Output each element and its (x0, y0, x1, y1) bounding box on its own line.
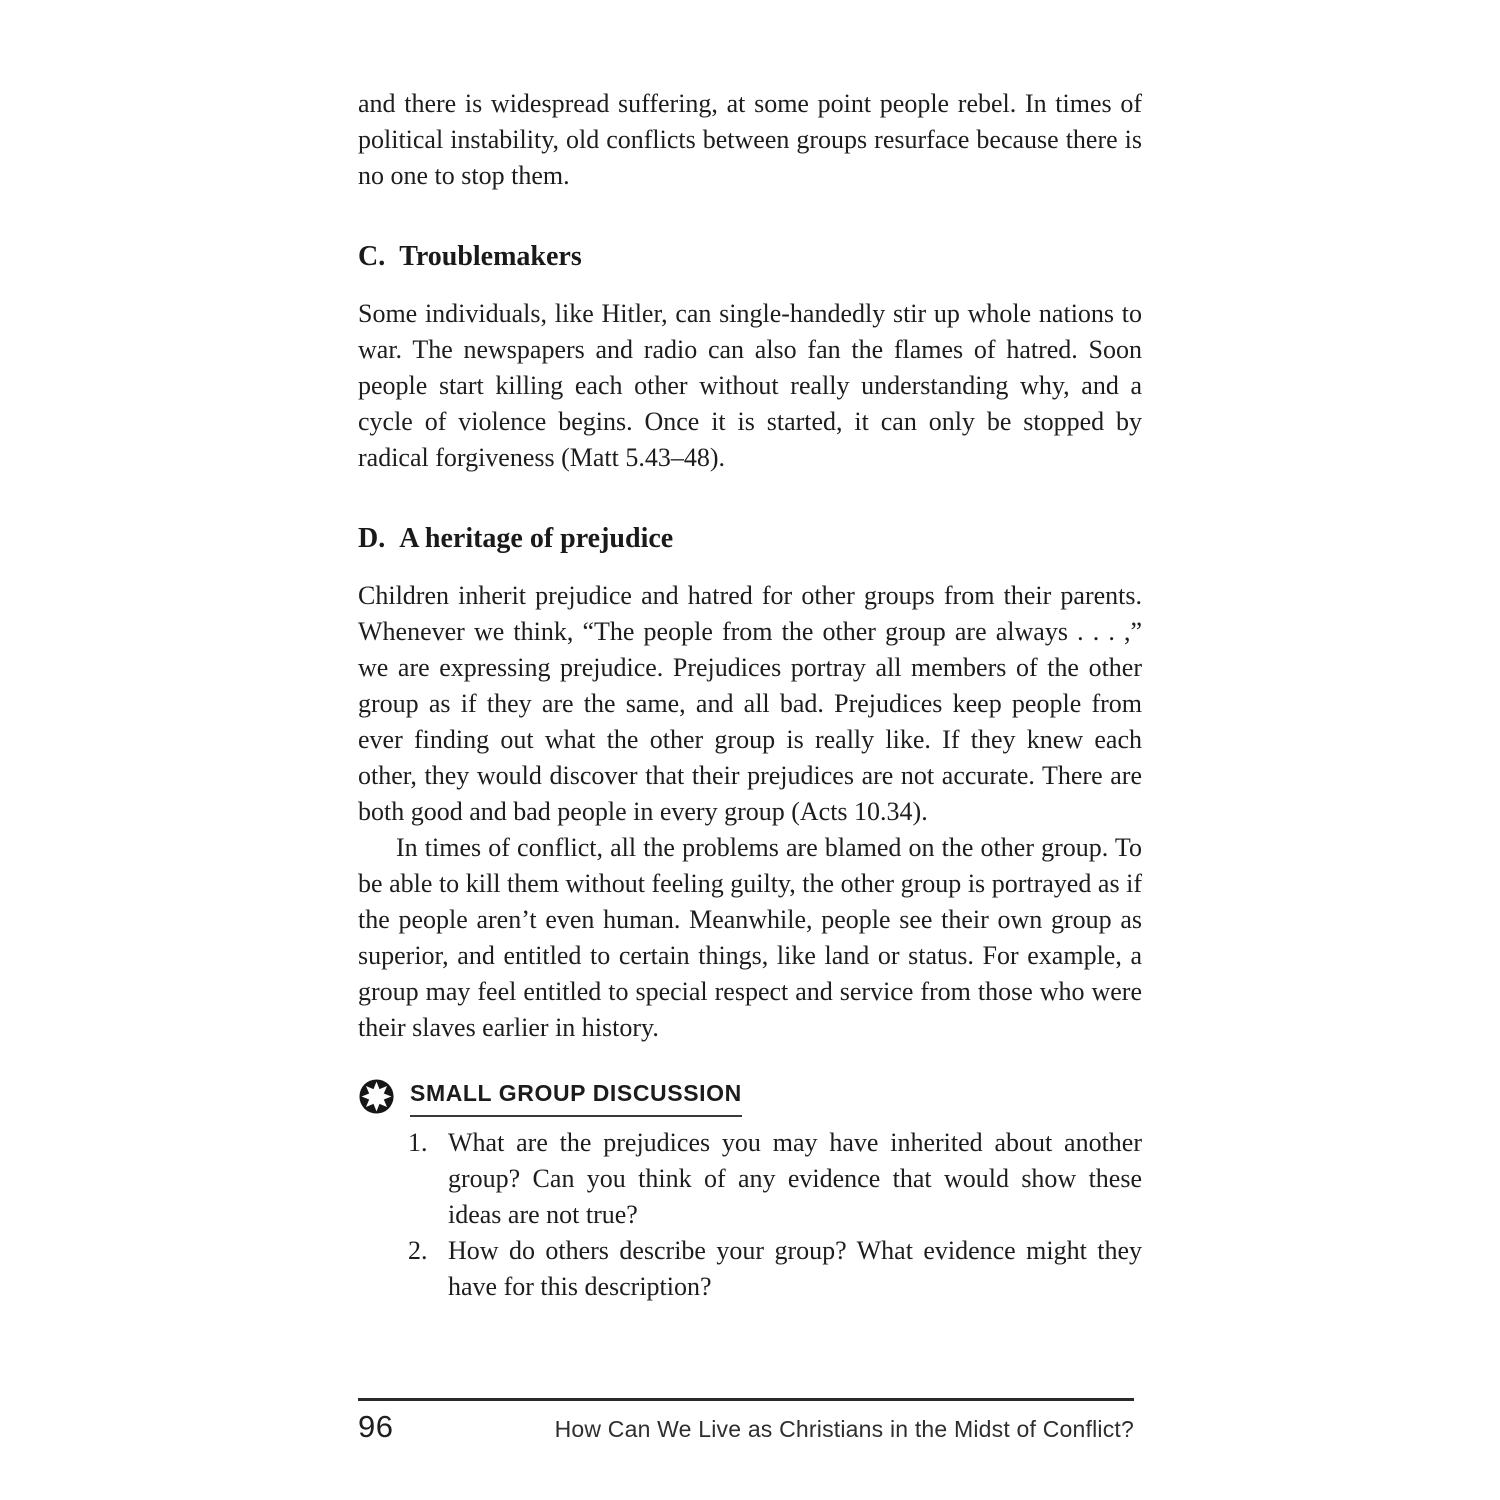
item-number: 1. (408, 1128, 428, 1157)
section-d-paragraph-1: Children inherit prejudice and hatred for other groups from their parents. Whenever we think, “The people from the other group are always . . . ,” we are expressing prejudice. Prejudices portray all members of the other group as if they are the same, and all bad. Prejudices keep people from ever finding out what the other group is really like. If they knew each other, they would discover that their prejudices are not accurate. There are both good and bad people in every group (Acts 10.34). (358, 581, 1142, 826)
discussion-list (408, 1125, 1142, 1305)
running-footer-title: How Can We Live as Christians in the Midst of Conflict? (554, 1416, 1134, 1442)
section-c-body: Some individuals, like Hitler, can single-handedly stir up whole nations to war. The newspapers and radio can also fan the flames of hatred. Soon people start killing each other without really understanding why, and a cycle of violence begins. Once it is started, it can only be stopped by radical forgiveness (Matt 5.43–48). (358, 299, 1142, 472)
text-column (358, 86, 1142, 1305)
discussion-header (358, 1080, 1142, 1117)
page-number: 96 (358, 1409, 394, 1444)
section-c-heading: C. Troublemakers (358, 241, 582, 272)
item-number: 2. (408, 1236, 428, 1265)
list-item (408, 1233, 1142, 1305)
sunburst-circle-icon (358, 1078, 395, 1115)
discussion-heading: SMALL GROUP DISCUSSION (410, 1080, 742, 1117)
item-text: What are the prejudices you may have inherited about another group? Can you think of any evidence that would show these ideas are not true? (448, 1128, 1142, 1229)
list-item (408, 1125, 1142, 1233)
section-d-paragraph-2: In times of conflict, all the problems are blamed on the other group. To be able to kill them without feeling guilty, the other group is portrayed as if the people aren’t even human. Meanwhile, people see their own group as superior, and entitled to certain things, like land or status. For example, a group may feel entitled to special respect and service from those who were their slaves earlier in history. (358, 833, 1142, 1042)
small-group-discussion-section (358, 1080, 1142, 1305)
intro-paragraph: and there is widespread suffering, at some point people rebel. In times of political instability, old conflicts between groups resurface because there is no one to stop them. (358, 89, 1142, 190)
page-footer (358, 1398, 1134, 1447)
section-d-heading: D. A heritage of prejudice (358, 523, 674, 554)
item-text: How do others describe your group? What evidence might they have for this description? (448, 1236, 1142, 1301)
